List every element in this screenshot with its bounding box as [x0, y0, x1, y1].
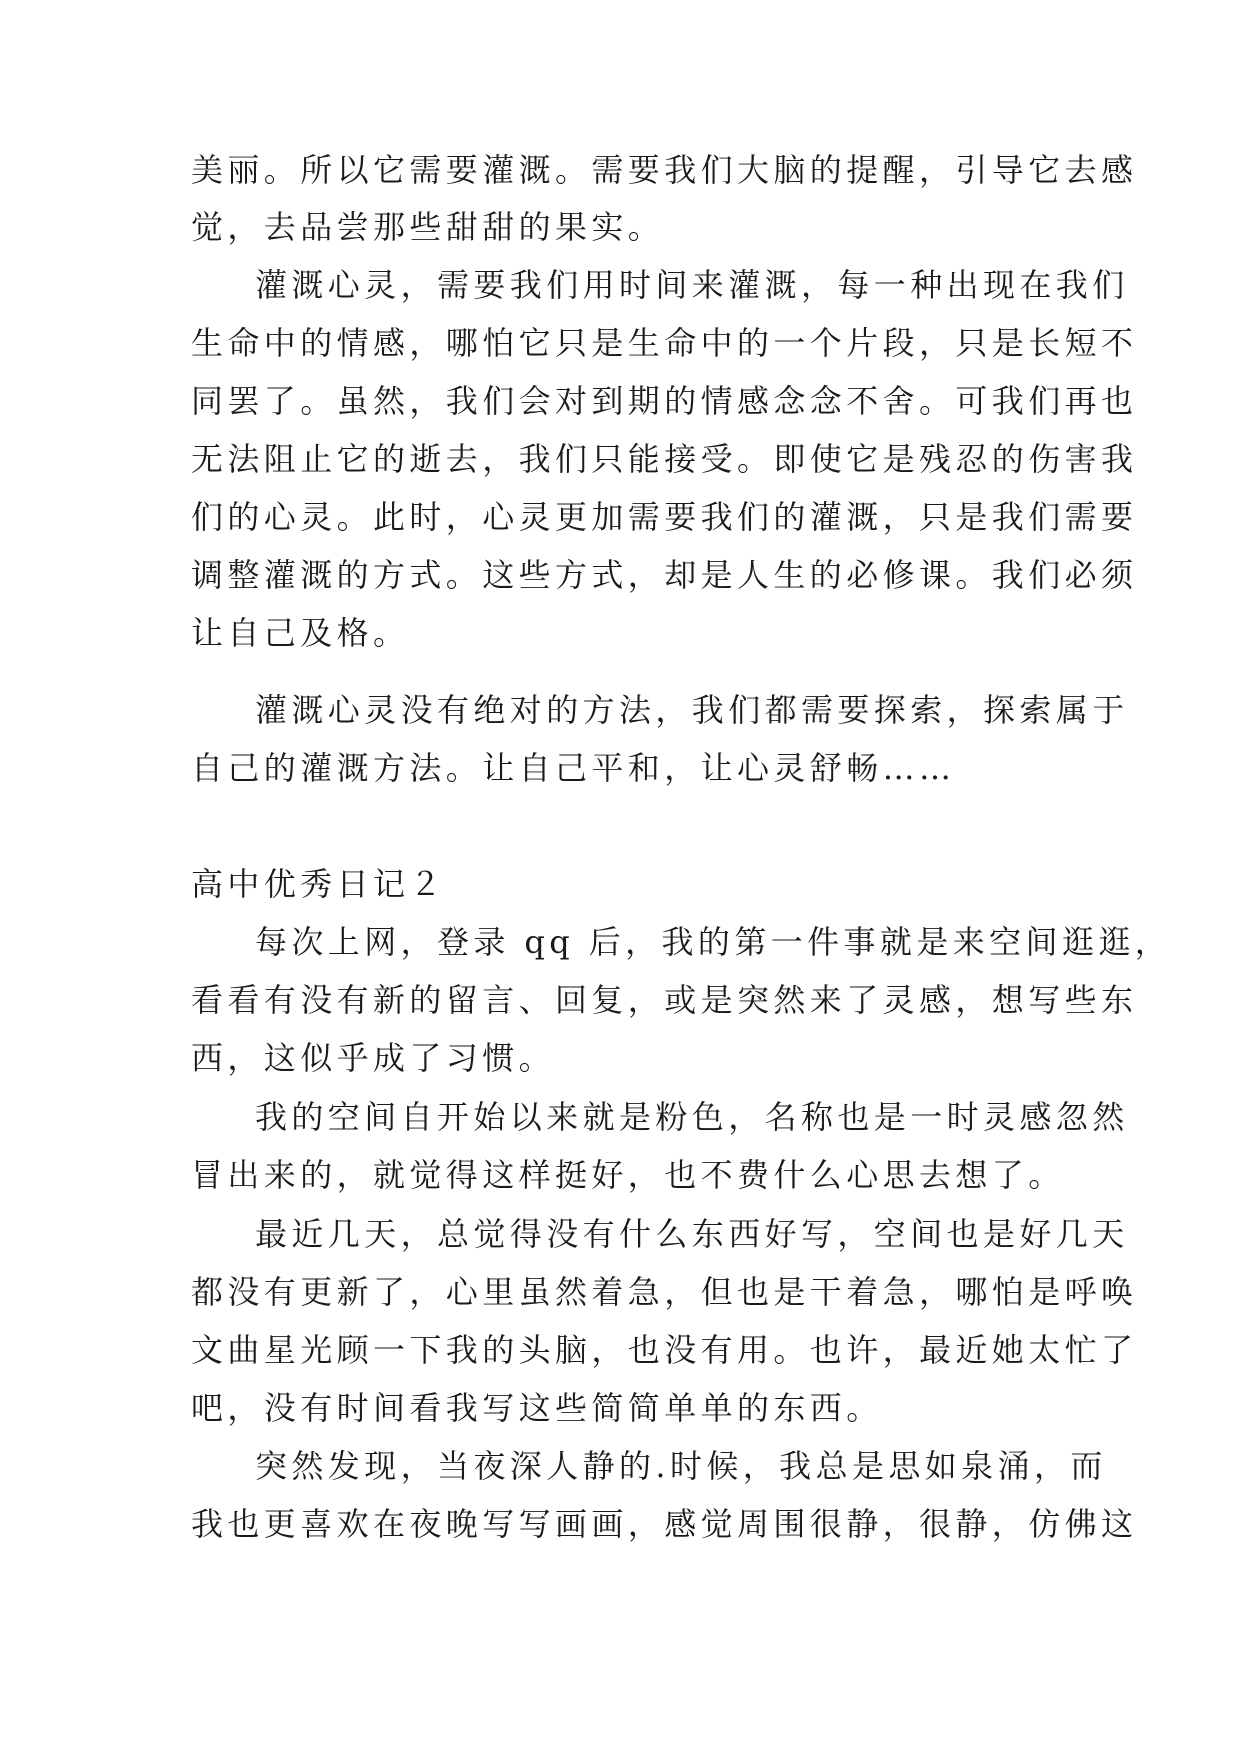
- paragraph-line: 调整灌溉的方式。这些方式，却是人生的必修课。我们必须: [191, 556, 1138, 594]
- paragraph-line: 西，这似乎成了习惯。: [191, 1039, 556, 1077]
- paragraph-line: 灌溉心灵，需要我们用时间来灌溉，每一种出现在我们: [255, 266, 1129, 304]
- paragraph-line: 突然发现，当夜深人静的.时候，我总是思如泉涌，而: [255, 1447, 1107, 1485]
- paragraph-line: 都没有更新了，心里虽然着急，但也是干着急，哪怕是呼唤: [191, 1273, 1138, 1311]
- paragraph-line: 们的心灵。此时，心灵更加需要我们的灌溉，只是我们需要: [191, 498, 1138, 536]
- paragraph-line: 生命中的情感，哪怕它只是生命中的一个片段，只是长短不: [191, 324, 1138, 362]
- section-heading: 高中优秀日记２: [191, 865, 446, 903]
- paragraph-line: 冒出来的，就觉得这样挺好，也不费什么心思去想了。: [191, 1156, 1065, 1194]
- paragraph-line: 美丽。所以它需要灌溉。需要我们大脑的提醒，引导它去感: [191, 151, 1138, 189]
- paragraph-line: 最近几天，总觉得没有什么东西好写，空间也是好几天: [255, 1215, 1129, 1253]
- paragraph-line: 我的空间自开始以来就是粉色，名称也是一时灵感忽然: [255, 1098, 1129, 1136]
- paragraph-line: 吧，没有时间看我写这些简简单单的东西。: [191, 1389, 883, 1427]
- paragraph-line: 看看有没有新的留言、回复，或是突然来了灵感，想写些东: [191, 981, 1138, 1019]
- paragraph-line: 无法阻止它的逝去，我们只能接受。即使它是残忍的伤害我: [191, 440, 1138, 478]
- paragraph-line: 每次上网，登录 qq 后，我的第一件事就是来空间逛逛，: [255, 923, 1172, 961]
- paragraph-line: 同罢了。虽然，我们会对到期的情感念念不舍。可我们再也: [191, 382, 1138, 420]
- paragraph-line: 灌溉心灵没有绝对的方法，我们都需要探索，探索属于: [255, 691, 1129, 729]
- paragraph-line: 文曲星光顾一下我的头脑，也没有用。也许，最近她太忙了: [191, 1331, 1138, 1369]
- paragraph-line: 我也更喜欢在夜晚写写画画，感觉周围很静，很静，仿佛这: [191, 1505, 1138, 1543]
- paragraph-line: 自己的灌溉方法。让自己平和，让心灵舒畅……: [191, 749, 956, 787]
- paragraph-line: 觉，去品尝那些甜甜的果实。: [191, 208, 665, 246]
- paragraph-line: 让自己及格。: [191, 614, 410, 652]
